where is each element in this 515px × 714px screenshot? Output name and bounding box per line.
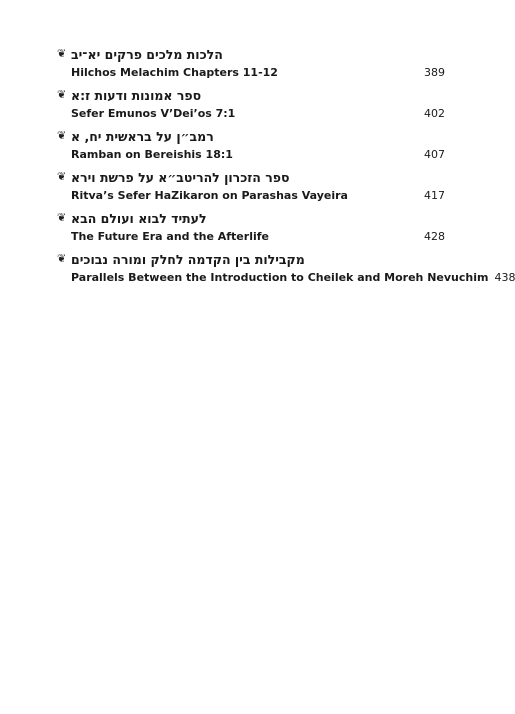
hebrew-title: ספר הזכרון להריטב״א על פרשת וירא bbox=[71, 170, 290, 185]
english-title: The Future Era and the Afterlife bbox=[71, 230, 269, 243]
hebrew-title-line bbox=[57, 249, 445, 269]
english-title: Ritva’s Sefer HaZikaron on Parashas Vayeira bbox=[71, 189, 348, 202]
table-of-contents bbox=[57, 44, 515, 290]
english-title-line bbox=[71, 105, 445, 123]
page-number: 428 bbox=[424, 230, 445, 243]
toc-entry[interactable] bbox=[57, 44, 445, 85]
page-number: 417 bbox=[424, 189, 445, 202]
hebrew-title-line bbox=[57, 208, 445, 228]
ornament-icon: ❦ bbox=[57, 170, 67, 183]
hebrew-title-line bbox=[57, 44, 445, 64]
page-number: 407 bbox=[424, 148, 445, 161]
english-title: Parallels Between the Introduction to Cheilek and Moreh Nevuchim bbox=[71, 271, 489, 284]
page-number: 402 bbox=[424, 107, 445, 120]
english-title-line bbox=[71, 187, 445, 205]
hebrew-title: מקבילות בין הקדמה לחלק ומורה נבוכים bbox=[71, 252, 305, 267]
english-title-line bbox=[71, 146, 445, 164]
page-number: 438 bbox=[494, 271, 515, 284]
hebrew-title: רמב״ן על בראשית יח, א bbox=[71, 129, 214, 144]
toc-entry[interactable] bbox=[57, 208, 445, 249]
hebrew-title-line bbox=[57, 126, 445, 146]
ornament-icon: ❦ bbox=[57, 88, 67, 101]
page-number: 389 bbox=[424, 66, 445, 79]
toc-entry[interactable] bbox=[57, 167, 445, 208]
ornament-icon: ❦ bbox=[57, 47, 67, 60]
hebrew-title-line bbox=[57, 85, 445, 105]
ornament-icon: ❦ bbox=[57, 129, 67, 142]
hebrew-title: ספר אמונות ודעות ז:א bbox=[71, 88, 202, 103]
english-title-line bbox=[71, 64, 445, 82]
hebrew-title: הלכות מלכים פרקים יא־יב bbox=[71, 47, 223, 62]
english-title-line bbox=[71, 228, 445, 246]
ornament-icon: ❦ bbox=[57, 252, 67, 265]
toc-entry[interactable] bbox=[57, 85, 445, 126]
english-title: Hilchos Melachim Chapters 11-12 bbox=[71, 66, 278, 79]
english-title-line bbox=[71, 269, 515, 287]
hebrew-title-line bbox=[57, 167, 445, 187]
hebrew-title: לעתיד לבוא ועולם הבא bbox=[71, 211, 207, 226]
english-title: Sefer Emunos V’Dei’os 7:1 bbox=[71, 107, 236, 120]
toc-entry[interactable] bbox=[57, 249, 515, 290]
english-title: Ramban on Bereishis 18:1 bbox=[71, 148, 233, 161]
ornament-icon: ❦ bbox=[57, 211, 67, 224]
toc-entry[interactable] bbox=[57, 126, 445, 167]
